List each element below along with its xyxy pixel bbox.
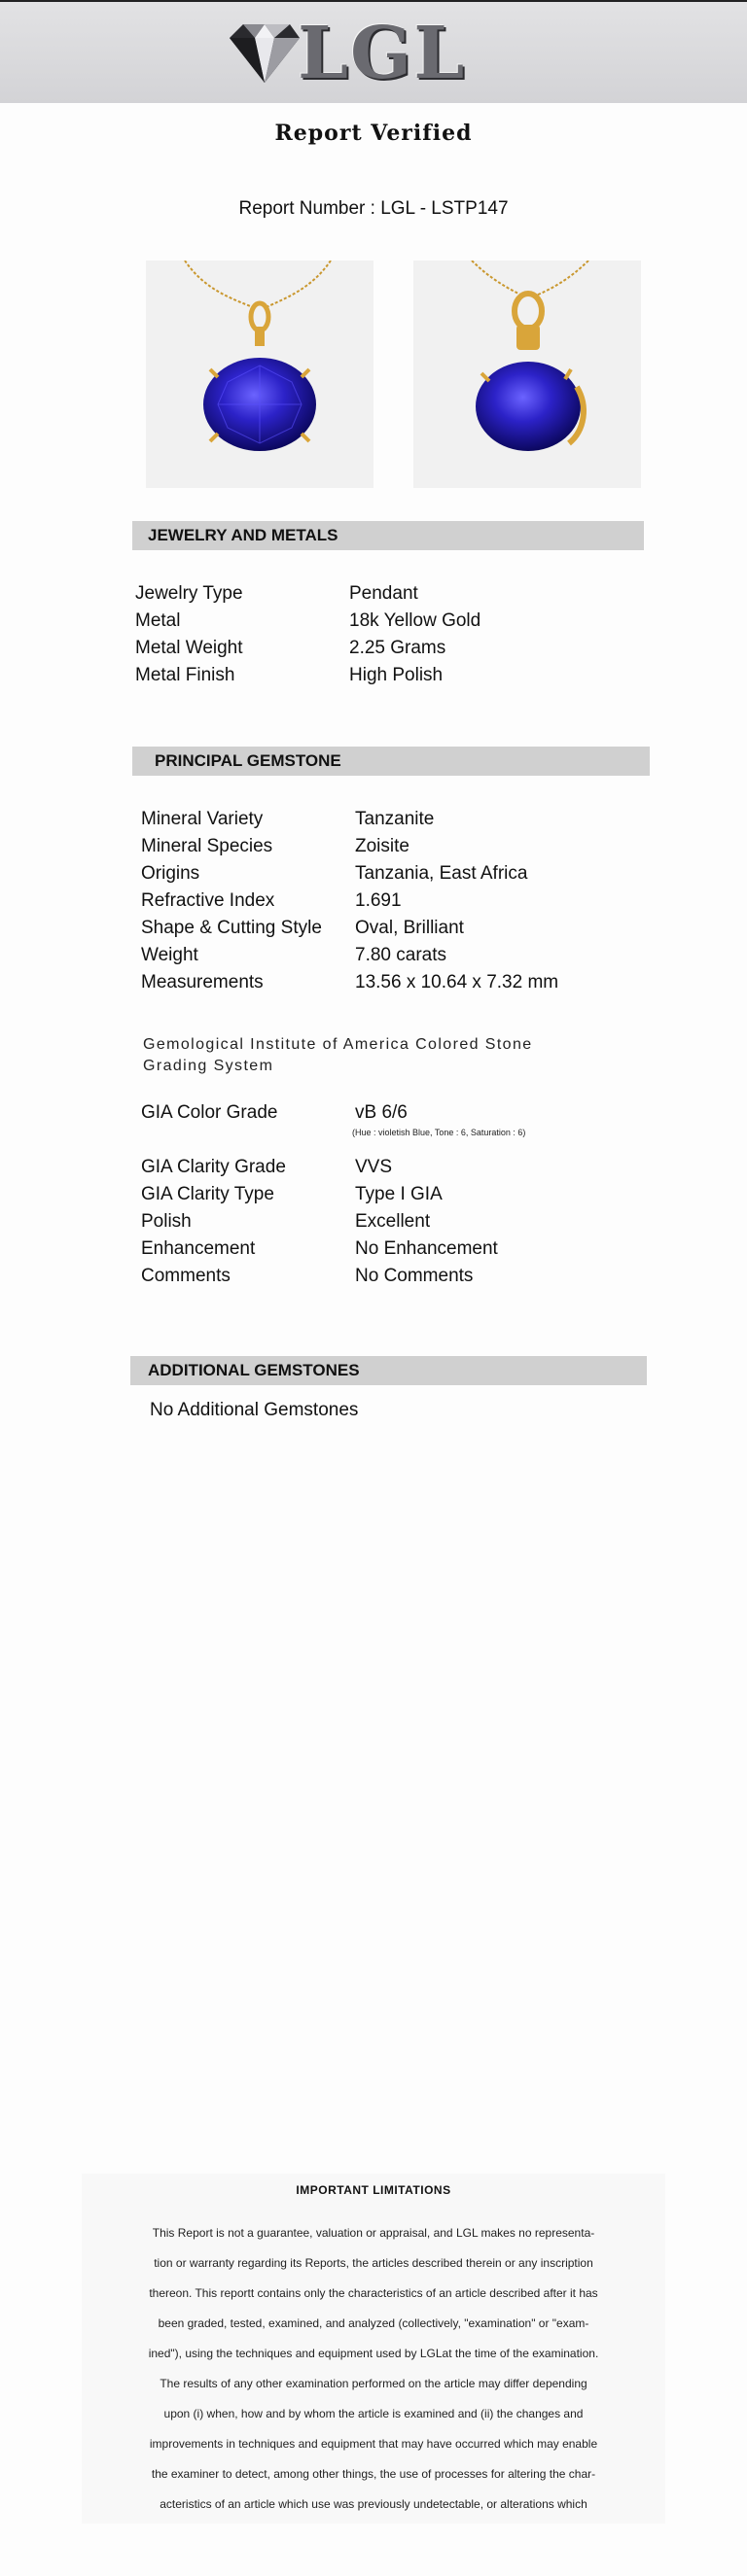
row-label: Enhancement: [141, 1238, 256, 1259]
limitations-line: upon (i) when, how and by whom the article is examined and (ii) the changes and: [163, 2407, 584, 2420]
row-label: Polish: [141, 1211, 192, 1232]
limitations-line: thereon. This reportt contains only the characteristics of an article described after it has: [149, 2286, 598, 2300]
row-value: 2.25 Grams: [349, 638, 446, 658]
limitations-heading: IMPORTANT LIMITATIONS: [296, 2183, 451, 2197]
limitations-line: tion or warranty regarding its Reports, the articles described therein or any inscription: [154, 2256, 593, 2270]
row-value: Tanzania, East Africa: [355, 863, 528, 884]
pendant-side-photo: [413, 261, 641, 488]
diamond-icon: [226, 22, 302, 85]
gemstone-row: [141, 833, 409, 860]
header-banner: [0, 0, 747, 103]
gemstone-row: [141, 888, 402, 915]
principal-gemstone-header: PRINCIPAL GEMSTONE: [132, 747, 650, 776]
row-label: GIA Clarity Type: [141, 1184, 274, 1204]
row-value: Pendant: [349, 583, 418, 604]
row-value: Tanzanite: [355, 809, 435, 829]
gemstone-row: [141, 1154, 392, 1181]
row-label: GIA Clarity Grade: [141, 1157, 286, 1177]
row-label: Mineral Variety: [141, 809, 264, 829]
gemstone-row: [141, 1181, 443, 1208]
gemstone-row: [141, 1263, 473, 1290]
row-label: GIA Color Grade: [141, 1102, 278, 1123]
lgl-logo: [226, 12, 467, 95]
row-value: High Polish: [349, 665, 444, 685]
row-label: Metal Weight: [135, 638, 243, 658]
row-label: Refractive Index: [141, 890, 275, 911]
jewelry-row: [135, 580, 418, 608]
limitations-line: the examiner to detect, among other things, the use of processes for altering the char-: [151, 2467, 596, 2481]
jewelry-row: [135, 662, 443, 689]
gia-color-grade-row: [141, 1099, 408, 1127]
row-label: Measurements: [141, 972, 264, 992]
gemstone-row: [141, 915, 464, 942]
color-grade-note: (Hue : violetish Blue, Tone : 6, Saturation : 6): [352, 1128, 526, 1137]
limitations-line: improvements in techniques and equipment that may have occurred which may enable: [149, 2437, 598, 2451]
limitations-line: been graded, tested, examined, and analyzed (collectively, "examination" or "exam-: [158, 2316, 589, 2330]
row-value: vB 6/6: [355, 1102, 408, 1123]
important-limitations: [82, 2174, 665, 2524]
row-label: Metal: [135, 610, 181, 631]
limitations-line: The results of any other examination performed on the article may differ depending: [160, 2377, 587, 2390]
row-value: 18k Yellow Gold: [349, 610, 481, 631]
gemstone-row: [141, 942, 446, 969]
report-number: Report Number : LGL - LSTP147: [238, 198, 509, 219]
limitations-body: [105, 2218, 642, 2520]
row-value: No Enhancement: [355, 1238, 498, 1259]
row-label: Shape & Cutting Style: [141, 918, 322, 938]
gemstone-row: [141, 969, 558, 996]
jewelry-row: [135, 635, 445, 662]
gemstone-row: [141, 860, 527, 888]
row-value: Type I GIA: [355, 1184, 443, 1204]
row-value: 13.56 x 10.64 x 7.32 mm: [355, 972, 559, 992]
jewelry-metals-header: JEWELRY AND METALS: [132, 521, 644, 550]
gemstone-row: [141, 1208, 430, 1236]
row-label: Jewelry Type: [135, 583, 243, 604]
gemstone-row: [141, 806, 434, 833]
row-label: Metal Finish: [135, 665, 235, 685]
row-value: Oval, Brilliant: [355, 918, 464, 938]
row-label: Comments: [141, 1266, 231, 1286]
additional-gemstones-header: ADDITIONAL GEMSTONES: [130, 1356, 647, 1385]
row-value: Excellent: [355, 1211, 431, 1232]
row-value: VVS: [355, 1157, 393, 1177]
logo-text: LGL: [298, 12, 467, 95]
limitations-line: This Report is not a guarantee, valuation or appraisal, and LGL makes no representa-: [152, 2226, 595, 2240]
row-value: 7.80 carats: [355, 945, 446, 965]
row-label: Weight: [141, 945, 198, 965]
pendant-front-photo: [146, 261, 374, 488]
row-value: No Comments: [355, 1266, 474, 1286]
jewelry-row: [135, 608, 480, 635]
row-label: Origins: [141, 863, 200, 884]
page-title: Report Verified: [274, 121, 473, 146]
limitations-line: ined"), using the techniques and equipment used by LGLat the time of the examination.: [148, 2347, 599, 2360]
row-value: 1.691: [355, 890, 402, 911]
gemstone-row: [141, 1236, 498, 1263]
gia-grading-heading: Gemological Institute of America Colored Stone Grading System: [143, 1036, 533, 1074]
row-label: Mineral Species: [141, 836, 273, 856]
additional-gemstones-text: No Additional Gemstones: [150, 1400, 359, 1420]
row-value: Zoisite: [355, 836, 409, 856]
limitations-line: acteristics of an article which use was previously undetectable, or alterations which: [160, 2497, 587, 2511]
